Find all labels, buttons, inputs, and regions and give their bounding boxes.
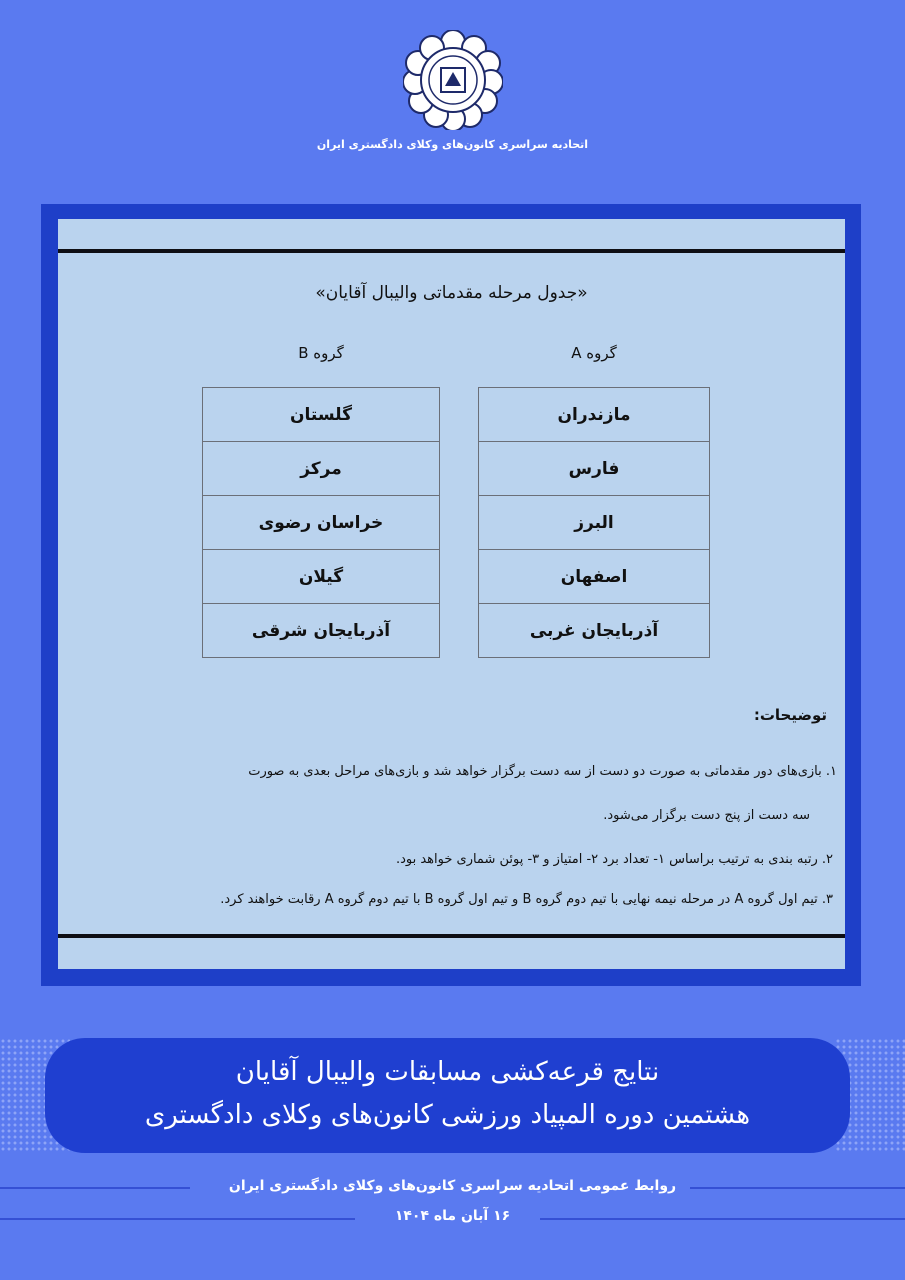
team-cell: مرکز [203, 442, 440, 496]
table-row [203, 604, 440, 658]
table-row [479, 550, 710, 604]
group-a-table [478, 387, 710, 658]
table-row [203, 442, 440, 496]
team-cell: گلستان [203, 388, 440, 442]
group-a-label: گروه A [571, 344, 617, 362]
footer-date: ۱۶ آبان ماه ۱۴۰۴ [394, 1208, 511, 1224]
note-item: ۲. رتبه بندی به ترتیب براساس ۱- تعداد برد ۲- امتیاز و ۳- پوئن شماری خواهد بود. [395, 852, 833, 867]
team-cell: مازندران [479, 388, 710, 442]
table-title: «جدول مرحله مقدماتی والیبال آقایان» [315, 283, 588, 303]
table-row [203, 550, 440, 604]
table-row [479, 442, 710, 496]
table-row [479, 388, 710, 442]
note-item: ۳. تیم اول گروه A در مرحله نیمه نهایی با تیم دوم گروه B و تیم اول گروه B با تیم دوم گروه A رقابت خواهند کرد. [220, 892, 833, 907]
headline-line-2: هشتمین دوره المپیاد ورزشی کانون‌های وکلای دادگستری [144, 1100, 751, 1130]
group-b-table [202, 387, 440, 658]
org-title: اتحادیه سراسری کانون‌های وکلای دادگستری ایران [316, 138, 589, 151]
top-divider [58, 249, 845, 253]
team-cell: آذربایجان غربی [479, 604, 710, 658]
team-cell: گیلان [203, 550, 440, 604]
team-cell: اصفهان [479, 550, 710, 604]
team-cell: خراسان رضوی [203, 496, 440, 550]
headline-line-1: نتایج قرعه‌کشی مسابقات والیبال آقایان [235, 1057, 660, 1087]
table-row [203, 496, 440, 550]
table-row [203, 388, 440, 442]
note-item: ۱. بازی‌های دور مقدماتی به صورت دو دست از سه دست برگزار خواهد شد و بازی‌های مراحل بعدی به صورت [248, 764, 837, 779]
footer-publisher: روابط عمومی اتحادیه سراسری کانون‌های وکلای دادگستری ایران [228, 1178, 677, 1194]
table-row [479, 604, 710, 658]
group-b-label: گروه B [298, 344, 344, 362]
table-row [479, 496, 710, 550]
notes-title: توضیحات: [753, 706, 827, 724]
team-cell: البرز [479, 496, 710, 550]
bottom-divider [58, 934, 845, 938]
team-cell: فارس [479, 442, 710, 496]
headline-banner [45, 1038, 850, 1153]
bar-association-logo [403, 30, 503, 130]
note-item: سه دست از پنج دست برگزار می‌شود. [603, 808, 810, 823]
team-cell: آذربایجان شرقی [203, 604, 440, 658]
